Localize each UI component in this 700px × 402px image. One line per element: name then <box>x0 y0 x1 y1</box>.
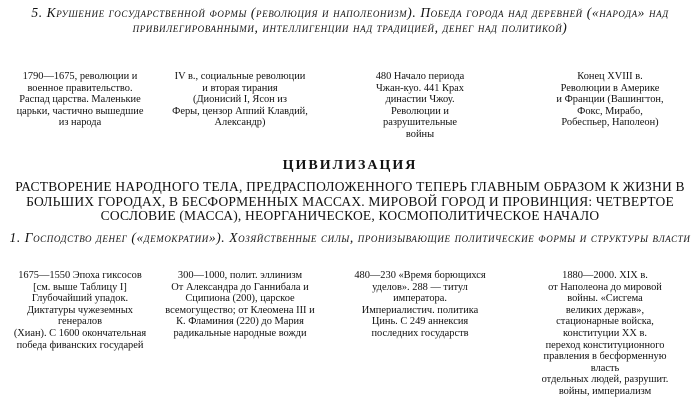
section-5-cell-china: 480 Начало периода Чжан-куо. 441 Крах династии Чжоу. Революции и разрушительные войны <box>375 71 465 140</box>
civilization-title: ЦИВИЛИЗАЦИЯ <box>282 158 418 173</box>
section-5-cell-west: Конец XVIII в. Революции в Америке и Франции (Вашингтон, Фокс, Мирабо, Робеспьер, Наполеон) <box>556 71 664 129</box>
section-5-cell-antiquity: IV в., социальные революции и вторая тирания (Дионисий I, Ясон из Феры, цензор Аппий Клавдий, Александр) <box>172 71 308 129</box>
civilization-description: РАСТВОРЕНИЕ НАРОДНОГО ТЕЛА, ПРЕДРАСПОЛОЖЕННОГО ТЕПЕРЬ ГЛАВНЫМ ОБРАЗОМ К ЖИЗНИ В БОЛЬШИХ ГОРОДАХ, В БЕСФОРМЕННЫХ МАССАХ. МИРОВОЙ ГОРОД И ПРОВИНЦИЯ: ЧЕТВЕРТОЕ СОСЛОВИЕ (МАССА), НЕОРГАНИЧЕСКОЕ, КОСМОПОЛИТИЧЕСКОЕ НАЧАЛО <box>15 179 685 223</box>
section-1-cell-egypt: 1675—1550 Эпоха гиксосов [см. выше Таблицу I] Глубочайший упадок. Диктатуры чужеземных генералов (Хиан). С 1600 окончательная победа фиванских государей <box>13 270 147 351</box>
section-5-cell-egypt: 1790—1675, революции и военное правительство. Распад царства. Маленькие царьки, частично вышедшие из народа <box>16 71 144 129</box>
section-1-cell-antiquity: 300—1000, полит. эллинизм От Александра до Ганнибала и Сципиона (200), царское всемогущество; от Клеомена III и К. Фламиния (220) до Мария радикальные народные вожди <box>165 270 315 339</box>
section-1-cell-west: 1880—2000. XIX в. от Наполеона до мировой войны. «Сисгема великих держав», стационарные войска, конституции XX в. переход конституционного правления в бесформенную власть отдельных людей, разрушит. войны, империализм <box>541 270 669 397</box>
section-1-cell-china: 480—230 «Время борющихся уделов». 288 — титул императора. Империалистич. политика Цинь. С 249 аннексия последних государств <box>354 270 486 339</box>
section-1-heading: 1. Господство денег («демократии»). Хозяйственные силы, пронизывающие политические формы и структуры власти <box>9 230 691 245</box>
section-5-heading: 5. Крушение государственной формы (революция и наполеонизм). Победа города над деревней («народа» над привилегированными, интеллигенции над традицией, денег над политикой) <box>31 5 669 35</box>
